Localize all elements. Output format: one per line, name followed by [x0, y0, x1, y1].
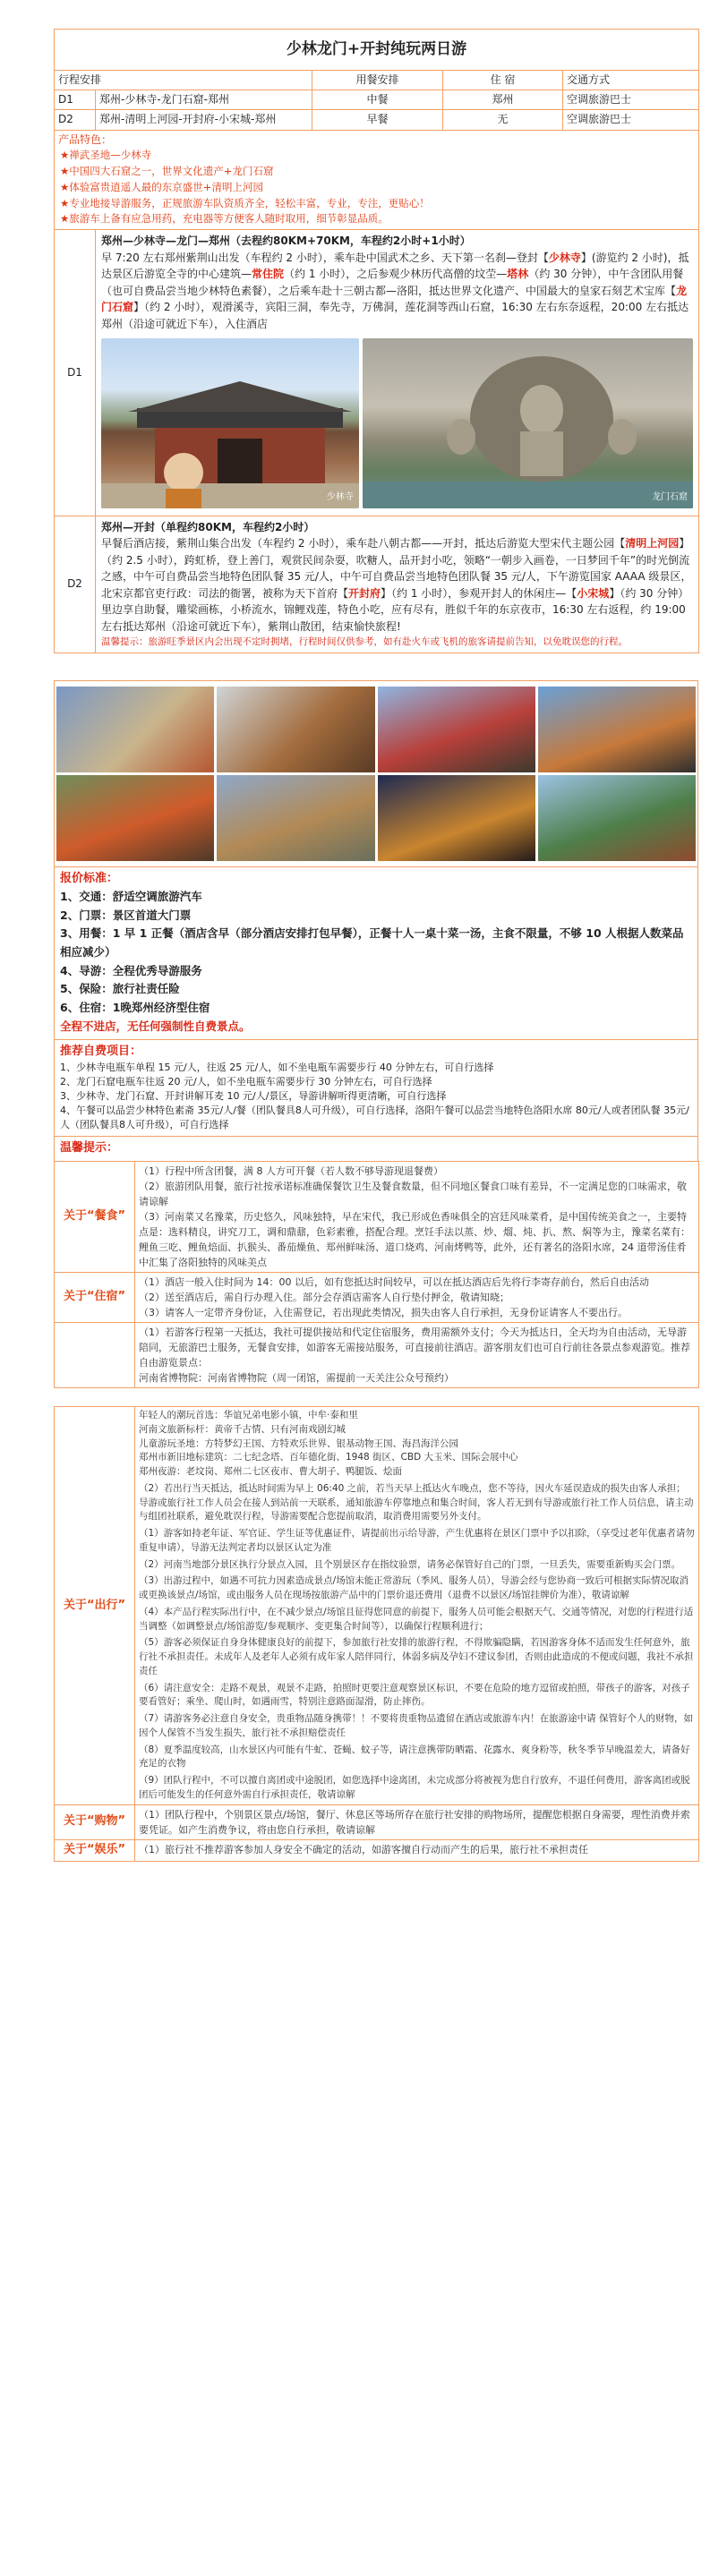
- tips-meals: [55, 1161, 699, 1272]
- gallery-photo-garden: [56, 775, 214, 861]
- optional-item: 3、少林寺、龙门石窟、开封讲解耳麦 10 元/人/景区，导游讲解听得更清晰，可自行选择: [60, 1089, 447, 1102]
- tip-item: （1）旅行社不推荐游客参加人身安全不确定的活动，如游客擅自行动而产生的后果，旅行社不承担责任: [139, 1843, 588, 1855]
- tip-label: 关于“娱乐”: [55, 1839, 135, 1861]
- gallery-photo-lake: [538, 775, 696, 861]
- service-item: 4、导游：全程优秀导游服务: [60, 963, 202, 977]
- summary-meals: 早餐: [312, 110, 443, 130]
- day1-photos: [101, 338, 693, 508]
- service-item: 5、保险：旅行社责任险: [60, 982, 180, 996]
- tip-item: （6）请注意安全：走路不观景，观景不走路，拍照时更要注意观察景区标识，不要在危险的地方逗留或拍照，带孩子的游客，对孩子要看管好；乘坐、爬山时，如遇雨雪，特别注意路面湿滑，防止摔伤。: [139, 1682, 690, 1708]
- tips-travel: [55, 1407, 699, 1805]
- summary-meals: 中餐: [312, 90, 443, 110]
- gallery-cell: [55, 681, 698, 867]
- tip-item: （3）出游过程中，如遇不可抗力因素造成景点/场馆未能正常游玩（季风、服务人员），导游会经与您协商一致后可根据实际情况取消或更换该景点/场馆，或由服务人员在现场按旅游产品中的门票价退还费用（退费不以景区/场馆挂牌价为准），敬请谅解: [139, 1575, 689, 1601]
- tip-item: 郑州夜游：老坟岗、郑州二七区夜市、曹大胡子、鸭腿饭、烩面: [139, 1466, 402, 1478]
- tip-item: 郑州市新旧地标建筑：二七纪念塔、百年德化街、1948 街区、CBD 大玉米、国际会展中心: [139, 1452, 518, 1463]
- header-lodging: 住 宿: [443, 70, 563, 90]
- day2-row: [55, 516, 699, 653]
- gallery-photo-riders: [217, 687, 374, 772]
- tip-item: （1）若游客行程第一天抵达，我社可提供接站和代定住宿服务，费用需额外支付；今天为抵达日，全天均为自由活动，无导游陪同，无旅游巴士服务，无餐食安排，如游客无需接站服务，可直接前往酒店。游客朋友们也可自行前往各景点参观游览。推荐自由游览景点：: [139, 1326, 690, 1369]
- tip-item: （5）游客必须保证自身身体健康良好的前提下，参加旅行社安排的旅游行程，不得欺骗隐瞒，若因游客身体不适而发生任何意外，旅行社不承担责任。未成年人及老年人必须有成年家人陪伴同行，体弱多病及孕妇不建议参团，否则由此造成的不便或问题，我社不承担责任: [139, 1637, 694, 1676]
- service-standards: [55, 867, 698, 1040]
- gallery-photo-gate: [378, 687, 535, 772]
- tip-item: 儿童游玩圣地：方特梦幻王国、方特欢乐世界、银基动物王国、海昌海洋公园: [139, 1437, 458, 1449]
- summary-day: D1: [55, 90, 96, 110]
- feature-item: ★专业地接导游服务，正规旅游车队资质齐全，轻松丰富，专业，专注，更贴心！: [60, 196, 430, 209]
- service-item: 1、交通：舒适空调旅游汽车: [60, 890, 202, 904]
- gallery-photo-palace: [217, 775, 374, 861]
- tip-item: （1）行程中所含团餐，满 8 人方可开餐（若人数不够导游现退餐费）: [139, 1164, 443, 1177]
- gallery-photo-night: [378, 775, 535, 861]
- tip-item: 河南文旅新标杆：黄帝千古情、只有河南戏剧幻城: [139, 1423, 346, 1435]
- day1-description: 早 7:20 左右郑州紫荆山出发（车程约 2 小时），乘车赴中国武术之乡、天下第一名刹—登封【少林寺】(游览约 2 小时)，抵达景区后游览全寺的中心建筑—常住院（约 1 小时），之后参观少林历代高僧的坟茔—塔林（约 30 分钟），中午含团队用餐（也可自费品尝当地少林特色素餐），之后乘车赴十三朝古都—洛阳，抵达世界文化遗产、中国最大的皇家石刻艺术宝库【龙门石窟】（约 2 小时），观滑溪寺，宾阳三洞，奉先寺，万佛洞，莲花洞等西山石窟，16:30 左右东奈返程，20:00 左右抵达郑州（沿途可就近下车），入住酒店: [101, 251, 689, 331]
- shaolin-temple-photo: [101, 338, 359, 508]
- summary-transport: 空调旅游巴士: [563, 110, 699, 130]
- itinerary-table: [54, 29, 699, 653]
- tip-item: （3）请客人一定带齐身份证，入住需登记，若出现此类情况，损失由客人自行承担，无身份证请客人不要出行。: [139, 1306, 628, 1318]
- tip-item: （7）请游客务必注意自身安全，贵重物品随身携带！！不要将贵重物品遗留在酒店或旅游车内！在旅游途中请 保管好个人的财物，如因个人保管不当发生损失，旅行社不承担赔偿责任: [139, 1713, 694, 1738]
- tip-item: （9）团队行程中，不可以擅自离团或中途脱团，如您选择中途离团，未完成部分将被视为您自行放弃，不退任何费用，游客离团或脱团后可能发生的任何意外需自行承担责任，敬请谅解: [139, 1775, 690, 1800]
- photo-caption: 少林寺: [326, 492, 354, 503]
- tip-item: （1）酒店一般入住时间为 14：00 以后，如有您抵达时间较早，可以在抵达酒店后先将行李寄存前台，然后自由活动: [139, 1275, 649, 1288]
- service-title: 报价标准：: [60, 872, 119, 886]
- summary-lodging: 郑州: [443, 90, 563, 110]
- day2-heading: 郑州—开封（单程约80KM，车程约2小时）: [101, 520, 315, 533]
- feature-item: ★体验富贵逍遥人最的东京盛世+清明上河园: [60, 180, 263, 193]
- day2-label: D2: [55, 516, 96, 653]
- tip-item: （2）送至酒店后，需自行办理入住。部分会存酒店需客人自行垫付押金，敬请知晓；: [139, 1291, 509, 1303]
- summary-route: 郑州-清明上河园-开封府-小宋城-郑州: [96, 110, 312, 130]
- service-item: 2、门票：景区首道大门票: [60, 908, 192, 922]
- tips-header: [55, 1136, 698, 1161]
- summary-row-d1: [55, 90, 699, 110]
- optional-item: 2、龙门石窟电瓶车往返 20 元/人，如不坐电瓶车需要步行 30 分钟左右，可自行选择: [60, 1075, 432, 1088]
- summary-route: 郑州-少林寺-龙门石窟-郑州: [96, 90, 312, 110]
- tip-item: （1）团队行程中，个别景区景点/场馆，餐厅、休息区等场所存在旅行社安排的购物场所，提醒您根据自身需要，理性消费并索要凭证。如产生消费争议，将由您自行承担，敬请谅解: [139, 1808, 690, 1836]
- product-features: [55, 130, 699, 229]
- day2-note: 温馨提示：旅游旺季景区内会出现不定时拥堵，行程时间仅供参考，如有赴火车或飞机的旅客请提前告知，以免耽误您的行程。: [101, 635, 628, 647]
- longmen-grottoes-photo: [363, 338, 693, 508]
- tip-item: （2）若出行当天抵达，抵达时间需为早上 06:40 之前，若当天早上抵达火车晚点，您不等待，因火车延误造成的损失由客人承担；导游或旅行社工作人员会在接人到站前一天联系，通知旅游车停靠地点和集合时间，客人若无到有导游或旅行社工作人员信息，请主动与组团社联系，避免耽误行程，导游需要配合您提前取消，取消费用需要另外支付。: [139, 1482, 694, 1523]
- page-title: 少林龙门+开封纯玩两日游: [55, 30, 699, 71]
- tips-arrival: [55, 1323, 699, 1388]
- gallery-photo-kungfu: [56, 687, 214, 772]
- tip-item: 河南省博物院：河南省博物院（周一闭馆，需提前一天关注公众号预约）: [139, 1372, 454, 1385]
- tip-item: （8）夏季温度较高，山水景区内可能有牛虻、苍蝇、蚊子等，请注意携带防晒霜、花露水、爽身粉等，秋冬季节早晚温差大，请备好充足的衣物: [139, 1744, 690, 1770]
- tip-item: 年轻人的潮玩首选：华谊兄弟电影小镇，中牟·泰和里: [139, 1410, 358, 1421]
- tips-table-1: [54, 1161, 699, 1389]
- summary-day: D2: [55, 110, 96, 130]
- tips-table-2: [54, 1406, 699, 1861]
- optional-title: 推荐自费项目：: [60, 1045, 142, 1059]
- summary-lodging: 无: [443, 110, 563, 130]
- day1-heading: 郑州—少林寺—龙门—郑州（去程约80KM+70KM，车程约2小时+1小时）: [101, 235, 471, 248]
- tip-label: 关于“购物”: [55, 1804, 135, 1839]
- day1-row: [55, 230, 699, 516]
- header-meals: 用餐安排: [312, 70, 443, 90]
- feature-item: ★旅游车上备有应急用药，充电器等方便客人随时取用，细节彰显品质。: [60, 212, 389, 226]
- service-table: [54, 680, 698, 1161]
- tip-label: 关于“住宿”: [55, 1272, 135, 1322]
- service-item: 6、住宿：1晚郑州经济型住宿: [60, 1000, 210, 1014]
- tips-title: 温馨提示：: [60, 1140, 119, 1155]
- header-schedule: 行程安排: [55, 70, 312, 90]
- summary-transport: 空调旅游巴士: [563, 90, 699, 110]
- itinerary-page: [54, 29, 698, 1862]
- photo-caption: 龙门石窟: [652, 492, 689, 503]
- tip-label: 关于“餐食”: [55, 1161, 135, 1272]
- service-item: 3、用餐：1 早 1 正餐（酒店含早（部分酒店安排打包早餐），正餐十人一桌十菜一汤，主食不限量，不够 10 人根据人数菜品相应减少）: [60, 926, 684, 960]
- tip-item: （2）旅游团队用餐，旅行社按承诺标准确保餐饮卫生及餐食数量，但不同地区餐食口味有差异，不一定满足您的口味需求，敬请谅解: [139, 1180, 687, 1207]
- tips-entertainment: [55, 1839, 699, 1861]
- tip-item: （3）河南菜又名豫菜，历史悠久，风味独特，早在宋代，我已形成色香味俱全的宫廷风味菜肴，是中国传统美食之一，主要特点是：选料精良，讲究刀工，调和鼎鼐，色彩素雅，搭配合理。烹饪手法以蒸、炒、熘、炖、扒、熬、焖等为主，豫菜名菜有：鲤鱼三吃、鲤鱼焙面、扒猴头、番茄燥鱼、郑州鲜味汤、道口烧鸡、河南烤鸭等，此外，还有著名的洛阳水席，24 道带汤佳肴中汇集了洛阳独特的风味美点: [139, 1210, 690, 1268]
- optional-item: 4、午餐可以品尝少林特色素斋 35元/人/餐（团队餐具8人可升级），可自行选择，洛阳午餐可以品尝当地特色洛阳水席 80元/人或者团队餐 35元/人（团队餐具8人可升级），可自行选择: [60, 1104, 689, 1130]
- service-note: 全程不进店，无任何强制性自费景点。: [60, 1019, 251, 1033]
- optional-items: [55, 1040, 698, 1137]
- tip-label: 关于“出行”: [55, 1407, 135, 1805]
- feature-item: ★禅武圣地—少林寺: [60, 149, 152, 162]
- photo-gallery: [55, 681, 697, 866]
- tips-lodging: [55, 1272, 699, 1322]
- day1-label: D1: [55, 230, 96, 516]
- optional-item: 1、少林寺电瓶车单程 15 元/人，往返 25 元/人，如不坐电瓶车需要步行 40 分钟左右，可自行选择: [60, 1062, 494, 1074]
- day2-description: 早餐后酒店接，紫荆山集合出发（车程约 2 小时），乘车赴八朝古都——开封，抵达后游览大型宋代主题公园【清明上河园】（约 2.5 小时），跨虹桥，登上善门，观赏民间杂耍，吹糖人，品开封小吃，领略“一朝步入画卷，一日梦回千年”的时光倒流之感，中午可自费品尝当地特色团队餐 35 元/人，中午可自费品尝当地特色团队餐 35 元/人，下午游览国家 AAAA 级景区，北宋京都官吏行政：司法的衙署，被称为天下首府【开封府】（约 1 小时），参观开封人的休闲庄—【小宋城】（约 30 分钟）里边享自助餐，雕梁画栋，小桥流水，锦鲤戏莲，特色小吃，应有尽有，胜似千年的东京夜市，16:30 左右返程，约 19:00 左右抵达郑州（沿途可就近下车），紫荆山散团，结束愉快旅程!: [101, 537, 692, 633]
- tip-label: [55, 1323, 135, 1388]
- features-title: 产品特色：: [58, 132, 113, 146]
- header-transport: 交通方式: [563, 70, 699, 90]
- gallery-photo-tower: [538, 687, 696, 772]
- summary-row-d2: [55, 110, 699, 130]
- tip-item: （2）河南当地部分景区执行分景点入园，且个别景区存在指纹验票，请务必保管好自己的门票，一旦丢失，需要重新购买会门票。: [139, 1558, 681, 1570]
- tip-item: （4）本产品行程实际出行中，在不减少景点/场馆且征得您同意的前提下，服务人员可能会根据天气、交通等情况，对您的行程进行适当调整（如调整景点/场馆游览/参观顺序、变更集合时间等），以确保行程顺利进行；: [139, 1606, 694, 1632]
- tip-item: （1）游客如持老年证、军官证、学生证等优惠证件，请提前出示给导游，产生优惠将在景区门票中予以扣除，（享受过老年优惠者请勿重复申请），导游无法判定者均以景区认定为准: [139, 1528, 695, 1553]
- feature-item: ★中国四大石窟之一，世界文化遗产+龙门石窟: [60, 165, 274, 178]
- tips-shopping: [55, 1804, 699, 1839]
